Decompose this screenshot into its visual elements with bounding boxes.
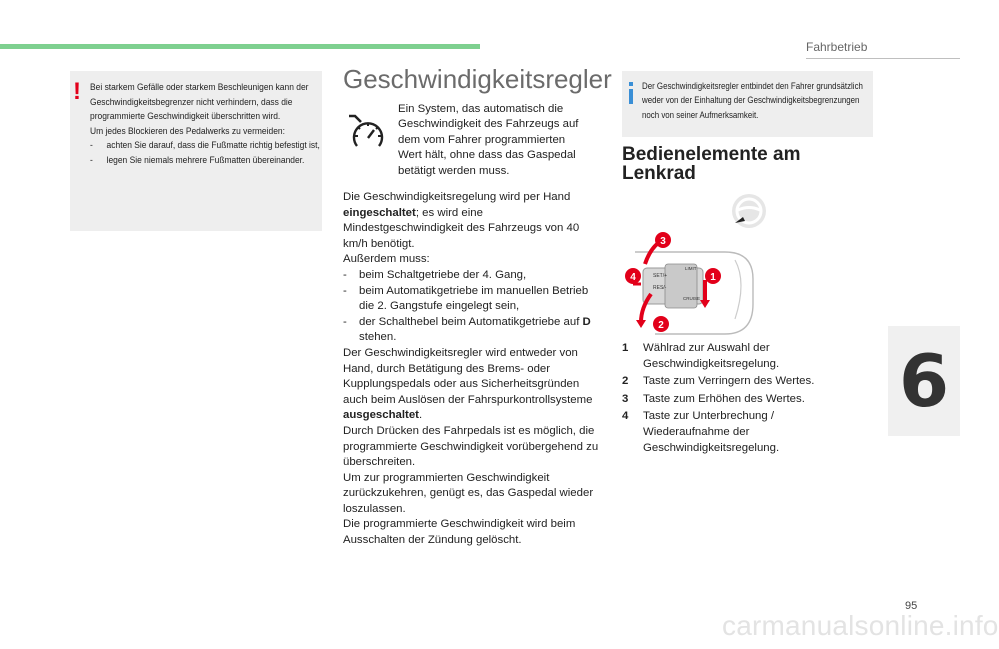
legend-text: Taste zum Erhöhen des Wertes.	[643, 392, 805, 405]
text-run: Der Geschwindigkeitsregler wird entweder von Hand, durch Betätigung des Brems- oder Kupplungspedals oder aus Sicherheitsgründen auch beim Auslösen der Fahrspurkontrollsysteme	[343, 346, 593, 406]
steering-controls-diagram	[605, 224, 760, 339]
legend-item	[622, 392, 862, 408]
warning-box	[70, 71, 322, 231]
text-run: stehen.	[359, 331, 397, 344]
set-label: SET/+	[653, 273, 668, 279]
callout-1: 1	[710, 272, 716, 283]
body-paragraph: Die programmierte Geschwindigkeit wird beim Ausschalten der Zündung gelöscht.	[343, 518, 576, 547]
body-list-item: - beim Schaltgetriebe der 4. Gang,	[343, 268, 605, 284]
text-run: der Schalthebel beim Automatikgetriebe auf	[359, 315, 583, 328]
speedometer-icon	[349, 114, 387, 150]
legend-text: Taste zur Unterbrechung / Wiederaufnahme der Geschwindigkeitsregelung.	[643, 410, 780, 454]
info-box	[622, 71, 873, 137]
legend-item	[622, 409, 862, 456]
warning-list-item: - achten Sie darauf, dass die Fußmatte richtig befestigt ist,	[90, 138, 320, 153]
body-text	[343, 190, 605, 549]
legend-text: Taste zum Verringern des Wertes.	[643, 375, 815, 388]
legend-text: Wählrad zur Auswahl der Geschwindigkeitsregelung.	[643, 342, 780, 370]
section-title: Geschwindigkeitsregler	[343, 64, 612, 94]
warning-paragraph: Bei starkem Gefälle oder starkem Beschleunigen kann der Geschwindigkeitsbegrenzer nicht verhindern, dass die programmierte Geschwindigkeit überschritten wird.	[90, 82, 309, 122]
text-run: .	[418, 409, 423, 422]
legend-number: 3	[622, 392, 629, 405]
body-paragraph	[343, 190, 605, 252]
controls-title	[622, 145, 800, 183]
info-text: Der Geschwindigkeitsregler entbindet den Fahrer grundsätzlich weder von der Einhaltung der Geschwindigkeitsbegrenzungen noch von seiner Aufmerksamkeit.	[642, 81, 863, 120]
controls-legend	[622, 341, 862, 458]
text-run: Die Geschwindigkeitsregelung wird per Hand	[343, 191, 571, 203]
body-list-item: - beim Automatikgetriebe im manuellen Betrieb die 2. Gangstufe eingelegt sein,	[343, 284, 605, 315]
callout-4: 4	[630, 272, 636, 283]
text-run-bold: eingeschaltet	[343, 206, 416, 219]
callout-2: 2	[658, 320, 664, 331]
controls-title-line: Lenkrad	[622, 163, 696, 184]
body-paragraph: Durch Drücken des Fahrpedals ist es möglich, die programmierte Geschwindigkeit vorübergehend zu überschreiten.	[343, 424, 599, 469]
page-number: 95	[905, 600, 918, 612]
legend-item	[622, 341, 862, 372]
info-icon	[626, 82, 636, 104]
callout-3: 3	[660, 236, 666, 247]
legend-item	[622, 374, 862, 390]
intro-text: Ein System, das automatisch die Geschwindigkeit des Fahrzeugs auf dem vom Fahrer programmierten Wert hält, ohne dass das Gaspedal betätigt werden muss.	[398, 103, 579, 177]
body-paragraph: Außerdem muss:	[343, 253, 430, 266]
warning-paragraph: Um jedes Blockieren des Pedalwerks zu vermeiden:	[90, 125, 285, 136]
chapter-accent-bar	[0, 44, 480, 49]
controls-title-line: Bedienelemente am	[622, 144, 801, 165]
body-paragraph: Um zur programmierten Geschwindigkeit zurückzukehren, genügt es, das Gaspedal wieder loszulassen.	[343, 471, 594, 515]
warning-text	[90, 80, 320, 168]
legend-number: 1	[622, 342, 629, 354]
text-run-bold: D	[582, 315, 591, 328]
legend-number: 4	[622, 410, 629, 423]
watermark: carmanualsonline.info	[722, 610, 999, 641]
cruise-label: CRUISE	[683, 296, 701, 301]
warning-list-item: - legen Sie niemals mehrere Fußmatten übereinander.	[90, 153, 320, 168]
exclamation-icon: !	[73, 78, 81, 105]
chapter-title: Fahrbetrieb	[806, 40, 868, 54]
legend-number: 2	[622, 375, 629, 388]
chapter-tab: 6	[888, 326, 960, 436]
body-list-item	[343, 315, 605, 346]
limit-label: LIMIT	[685, 266, 697, 271]
text-run-bold: ausgeschaltet	[343, 409, 419, 422]
res-label: RES/-	[653, 285, 667, 291]
chapter-divider	[806, 58, 960, 59]
body-paragraph	[343, 346, 605, 424]
text-run: ; es wird eine Mindestgeschwindigkeit des Fahrzeugs von 40 km/h benötigt.	[343, 206, 580, 250]
